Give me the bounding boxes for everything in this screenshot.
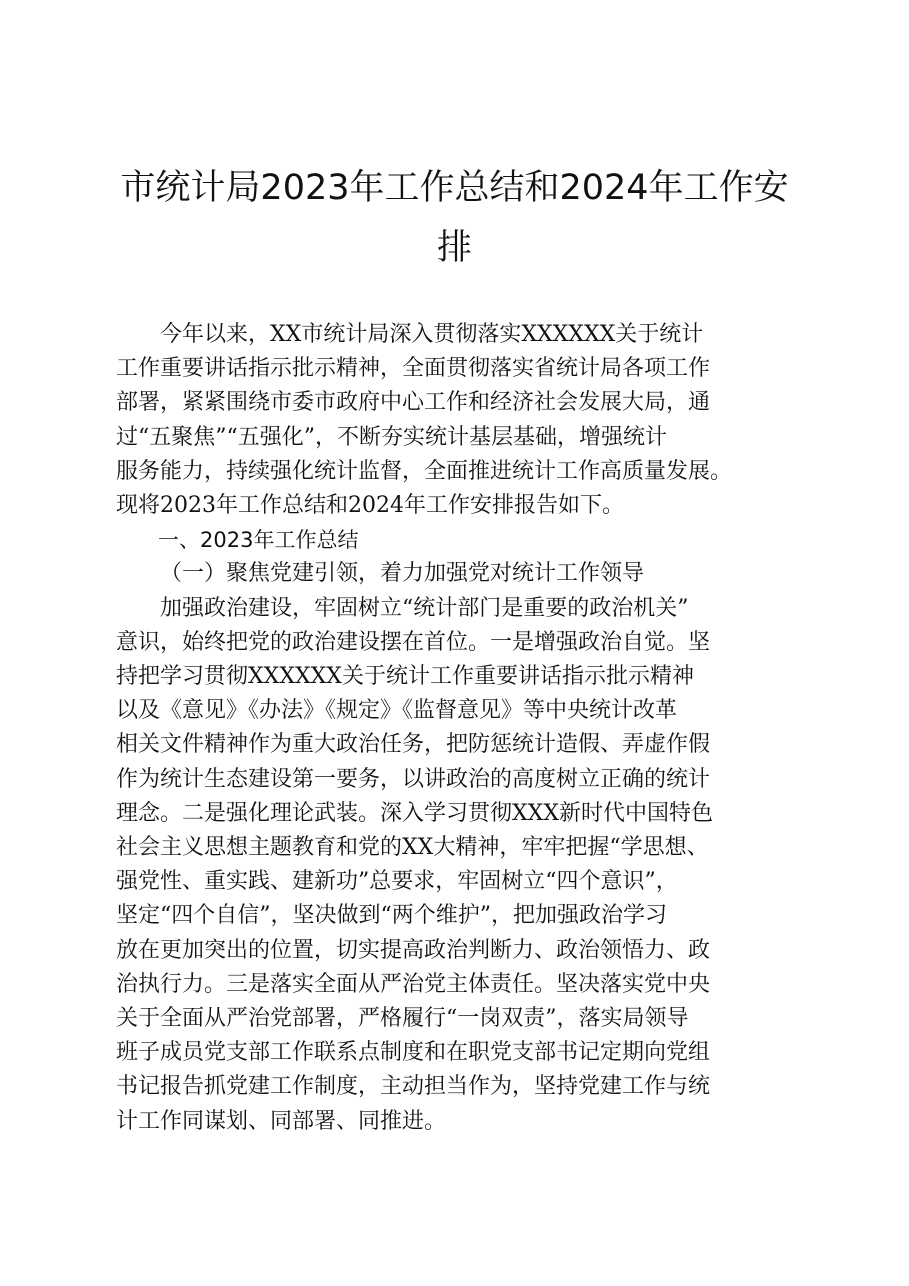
intro-line: 现将2023年工作总结和2024年工作安排报告如下。: [116, 493, 624, 519]
intro-line: 服务能力，持续强化统计监督，全面推进统计工作高质量发展。: [116, 458, 733, 484]
body-line: 相关文件精神作为重大政治任务，把防惩统计造假、弄虚作假: [116, 732, 711, 758]
body-line: 加强政治建设，牢固树立“统计部门是重要的政治机关”: [160, 595, 689, 621]
body-line: 作为统计生态建设第一要务，以讲政治的高度树立正确的统计: [116, 766, 711, 792]
document-title-line-1: 市统计局2023年工作总结和2024年工作安: [120, 168, 789, 208]
intro-line: 工作重要讲话指示批示精神，全面贯彻落实省统计局各项工作: [116, 356, 711, 382]
body-line: 书记报告抓党建工作制度，主动担当作为，坚持党建工作与统: [116, 1074, 711, 1100]
body-line: 关于全面从严治党部署，严格履行“一岗双责”，落实局领导: [116, 1006, 689, 1032]
body-paragraph: [116, 592, 816, 1139]
body-line: 坚定“四个自信”，坚决做到“两个维护”，把加强政治学习: [116, 903, 667, 929]
subsection-heading: （一）聚焦党建引领，着力加强党对统计工作领导: [160, 561, 645, 587]
intro-line: 过“五聚焦”“五强化”，不断夯实统计基层基础，增强统计: [116, 424, 667, 450]
intro-line: 今年以来，XX市统计局深入贯彻落实XXXXXX关于统计: [160, 322, 704, 347]
section-heading: 一、2023年工作总结: [158, 528, 359, 553]
body-line: 放在更加突出的位置，切实提高政治判断力、政治领悟力、政: [116, 937, 711, 963]
body-line: 以及《意见》《办法》《规定》《监督意见》等中央统计改革: [116, 698, 678, 724]
document-body: [116, 318, 816, 1139]
body-line: 理念。二是强化理论武装。深入学习贯彻XXX新时代中国特色: [116, 800, 713, 826]
body-line: 强党性、重实践、建新功”总要求，牢固树立“四个意识”，: [116, 869, 678, 895]
body-line: 治执行力。三是落实全面从严治党主体责任。坚决落实党中央: [116, 971, 711, 997]
document-title-line-2: 排: [436, 228, 472, 268]
body-line: 持把学习贯彻XXXXXX关于统计工作重要讲话指示批示精神: [116, 664, 694, 690]
intro-line: 部署，紧紧围绕市委市政府中心工作和经济社会发展大局，通: [116, 390, 711, 416]
body-line: 意识，始终把党的政治建设摆在首位。一是增强政治自觉。坚: [116, 629, 711, 655]
intro-paragraph: [116, 318, 816, 523]
body-line: 计工作同谋划、同部署、同推进。: [116, 1108, 447, 1134]
body-line: 社会主义思想主题教育和党的XX大精神，牢牢把握“学思想、: [116, 835, 709, 861]
body-line: 班子成员党支部工作联系点制度和在职党支部书记定期向党组: [116, 1040, 711, 1066]
